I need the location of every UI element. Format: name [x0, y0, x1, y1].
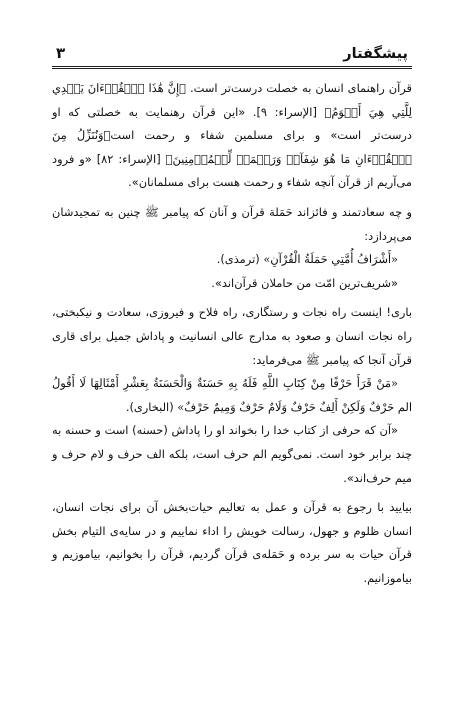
body-text — [52, 77, 412, 590]
paragraph — [52, 77, 412, 195]
paragraph — [52, 419, 412, 490]
text-segment: [الإسراء: ۸۲] «و فرود می‌آریم از قرآن آنچه شفاء و رحمت هست برای مسلمانان». — [52, 151, 412, 190]
text-segment: [الإسراء: ۹]. «این قرآن رهنمایت به خصلتی که او درست‌تر است» و برای مسلمین شفاء و رحمت است — [52, 104, 412, 143]
paragraph — [52, 201, 412, 248]
paragraph — [52, 272, 412, 296]
page-title: پیشگفتار — [343, 46, 408, 62]
paragraph — [52, 372, 412, 419]
text-segment: (ترمذی). — [216, 252, 264, 267]
paragraph — [52, 248, 412, 272]
page-number: ۳ — [56, 44, 66, 62]
page-header — [52, 36, 412, 69]
text-segment: «آن که حرفی از کتاب خدا را بخواند او را پاداش (حسنه) است و حسنه به چند برابر خود است. نمی‌گویم الم حرف است، بلکه الف حرف و لام حرف و میم حرف‌اند». — [52, 423, 412, 485]
arabic-quote: «مَنْ قَرَأَ حَرْفًا مِنْ كِتَابِ اللَّهِ فَلَهُ بِهِ حَسَنَةٌ وَالْحَسَنَةُ بِعَشْرِ أَمْثَالِهَا لَا أَقُولُ الم حَرْفٌ وَلَكِنْ أَلِفٌ حَرْفٌ وَلَامٌ حَرْفٌ وَمِيمٌ حَرْفٌ» — [52, 376, 412, 414]
text-segment: بیایید با رجوع به قرآن و عمل به تعالیم حیات‌بخش آن برای نجات انسان، انسان ظلوم و جهول، رسالت خویش را اداء نماییم و در سایه‌ی التیام بخش قرآن حیات به سر برده و حَمَله‌ی قرآن گردیم، قرآن را بخوانیم، بیاموزیم و بیاموزانیم. — [52, 500, 412, 585]
arabic-quote: «أَشْرَافُ أُمَّتِي حَمَلَةُ الْقُرْآنِ» — [263, 252, 398, 267]
arabic-quote: ﴿وَنُنَزِّلُ مِنَ ٱلۡقُرۡءَانِ مَا هُوَ شِفَآءٞ وَرَحۡمَةٞ لِّلۡمُؤۡمِنِينَ﴾ — [52, 128, 412, 166]
paragraph — [52, 496, 412, 590]
text-segment: «شریف‌ترین امّت من حاملان قرآن‌اند». — [211, 275, 398, 290]
paragraph — [52, 301, 412, 372]
text-segment: قرآن راهنمای انسان به خصلت درست‌تر است. — [186, 81, 412, 95]
arabic-quote: ﴿إِنَّ هَٰذَا ٱلۡقُرۡءَانَ يَهۡدِي لِلَّتِي هِيَ أَقۡوَمُ﴾ — [52, 81, 412, 119]
text-segment: (البخاری). — [125, 399, 178, 414]
text-segment: باری! اینست راه نجات و رستگاری، راه فلاح و فیروزی، سعادت و نیکبختی، راه نجات انسان و صعود به مدارج عالی انسانیت و پاداش جمیل برای قاری قرآن آنجا که پیامبر ﷺ می‌فرماید: — [52, 305, 412, 367]
text-segment: و چه سعادتمند و فائزاند حَمَلة قرآن و آنان که پیامبر ﷺ چنین به تمجیدشان می‌پردازد: — [52, 204, 412, 243]
